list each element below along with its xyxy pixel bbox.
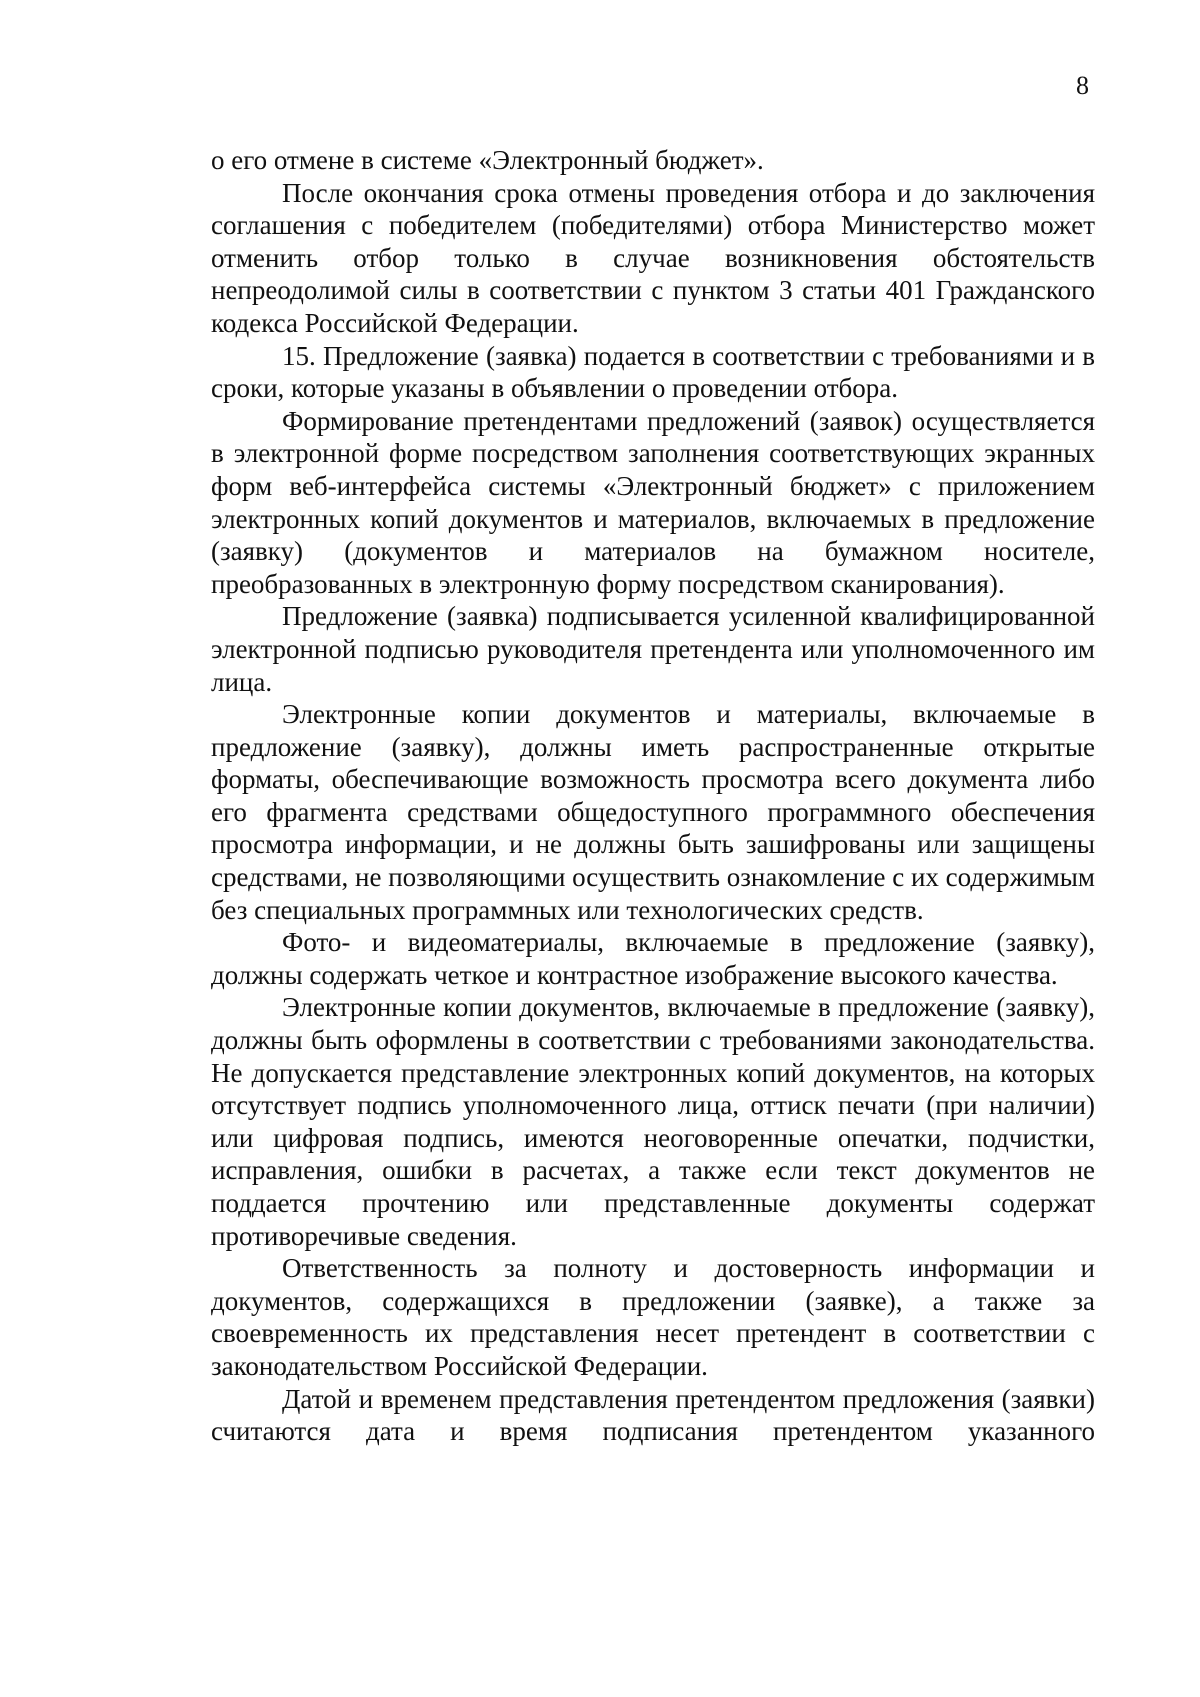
- paragraph-item-15: 15. Предложение (заявка) подается в соответствии с требованиями и в сроки, которые указаны в объявлении о проведении отбора.: [211, 340, 1095, 404]
- paragraph-application-signing: Предложение (заявка) подписывается усиленной квалифицированной электронной подписью руководителя претендента или уполномоченного им лица.: [211, 601, 1095, 697]
- page-number: 8: [1076, 71, 1089, 100]
- paragraph-application-forming: Формирование претендентами предложений (заявок) осуществляется в электронной форме посредством заполнения соответствующих экранных форм веб-интерфейса системы «Электронный бюджет» с приложением электронных копий документов и материалов, включаемых в предложение (заявку) (документов и материалов на бумажном носителе, преобразованных в электронную форму посредством сканирования).: [211, 405, 1095, 599]
- paragraph-cancellation-limits: После окончания срока отмены проведения отбора и до заключения соглашения с победителем (победителями) отбора Министерство может отменить отбор только в случае возникновения обстоятельств непреодолимой силы в соответствии с пунктом 3 статьи 401 Гражданского кодекса Российской Федерации.: [211, 177, 1095, 338]
- paragraph-responsibility: Ответственность за полноту и достоверность информации и документов, содержащихся в предложении (заявке), а также за своевременность их представления несет претендент в соответствии с законодательством Российской Федерации.: [211, 1253, 1095, 1381]
- paragraph-continuation: о его отмене в системе «Электронный бюджет».: [211, 145, 764, 175]
- document-body: [211, 144, 1095, 1448]
- paragraph-file-formats: Электронные копии документов и материалы, включаемые в предложение (заявку), должны иметь распространенные открытые форматы, обеспечивающие возможность просмотра всего документа либо его фрагмента средствами общедоступного программного обеспечения просмотра информации, и не должны быть зашифрованы или защищены средствами, не позволяющими осуществить ознакомление с их содержимым без специальных программных или технологических средств.: [211, 699, 1096, 925]
- paragraph-photo-video: Фото- и видеоматериалы, включаемые в предложение (заявку), должны содержать четкое и контрастное изображение высокого качества.: [211, 927, 1095, 990]
- paragraph-submission-date: Датой и временем представления претендентом предложения (заявки) считаются дата и время подписания претендентом указанного: [211, 1383, 1095, 1447]
- paragraph-copy-requirements: Электронные копии документов, включаемые в предложение (заявку), должны быть оформлены в соответствии с требованиями законодательства. Не допускается представление электронных копий документов, на которых отсутствует подпись уполномоченного лица, оттиск печати (при наличии) или цифровая подпись, имеются неоговоренные опечатки, подчистки, исправления, ошибки в расчетах, а также если текст документов не поддается прочтению или представленные документы содержат противоречивые сведения.: [211, 992, 1095, 1251]
